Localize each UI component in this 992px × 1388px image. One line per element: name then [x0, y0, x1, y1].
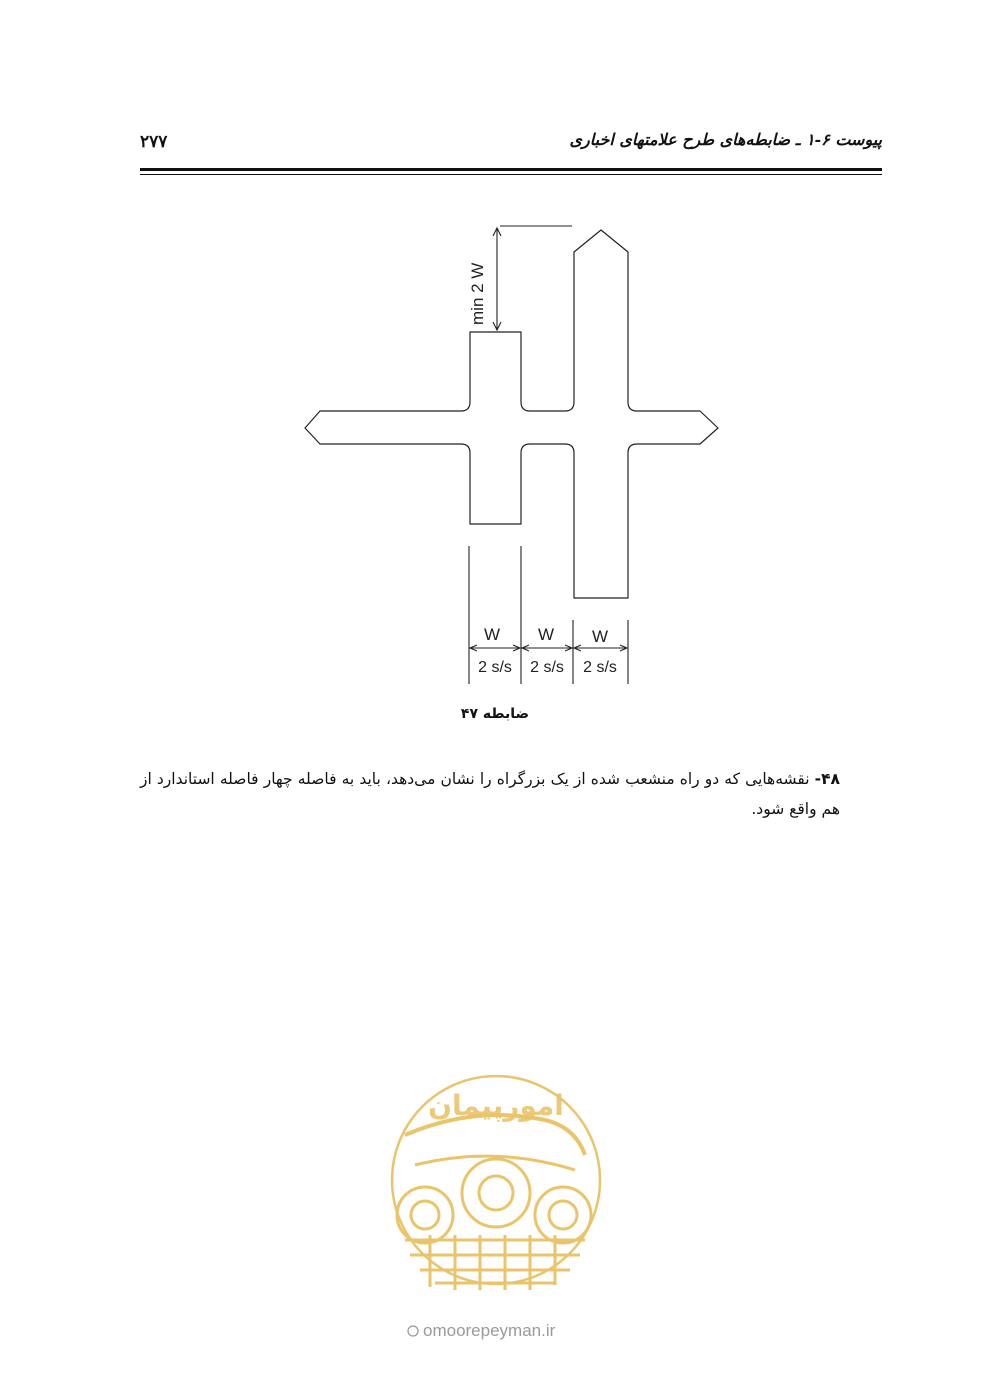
lane-spacing-label: 2 s/s: [478, 659, 512, 676]
figure-caption: ضابطه ۴۷: [460, 706, 530, 722]
junction-diagram: [290, 215, 730, 695]
lane-width-label: W: [483, 625, 501, 644]
lane-spacing-label: 2 s/s: [530, 659, 564, 676]
header-rule-thin: [140, 174, 882, 175]
paragraph-number: ۴۸-: [814, 770, 840, 788]
page-header: [140, 128, 882, 164]
lane-spacing-label: 2 s/s: [583, 659, 617, 676]
page-number: ۲۷۷: [140, 132, 168, 152]
watermark-name: امورپیمان: [428, 1089, 564, 1122]
lane-width-label: W: [537, 625, 555, 644]
road-shape-upper: [305, 230, 718, 598]
header-rule-thick: [140, 168, 882, 171]
header-title: پیوست ۶-۱ ـ ضابطه‌های طرح علامتهای اخباری: [569, 130, 882, 149]
watermark-url: omoorepeyman.ir: [423, 1321, 556, 1340]
dim-vertical-label: min 2 W: [468, 262, 487, 325]
globe-icon: [408, 1326, 418, 1336]
lane-width-label: W: [591, 627, 609, 646]
paragraph-text: نقشه‌هایی که دو راه منشعب شده از یک بزرگراه را نشان می‌دهد، باید به فاصله چهار فاصله استاندارد از هم واقع شود.: [140, 770, 840, 818]
paragraph-48: [140, 764, 840, 824]
watermark-logo: [385, 1075, 607, 1343]
